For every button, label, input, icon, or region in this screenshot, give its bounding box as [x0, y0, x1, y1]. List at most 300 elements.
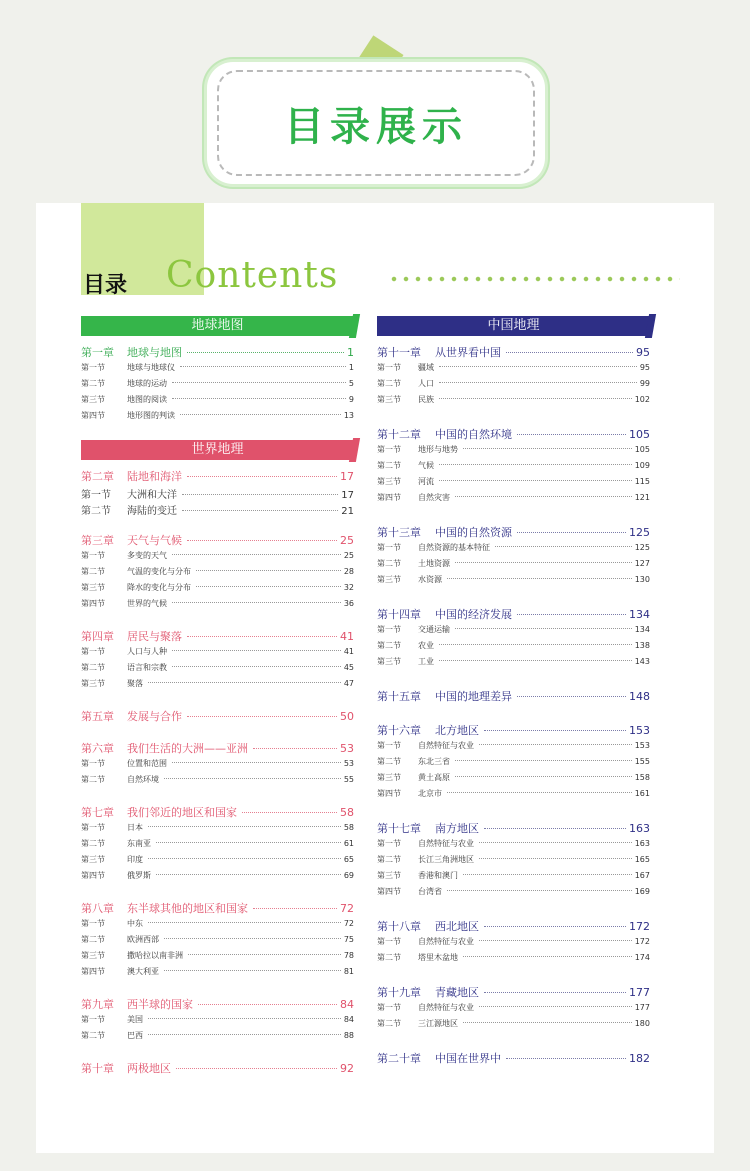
page-number: 134: [629, 608, 650, 621]
section-number: 第三节: [377, 657, 401, 666]
page-number: 180: [634, 1019, 650, 1028]
section-title: 海陆的变迁: [127, 506, 177, 517]
page-number: 53: [340, 742, 354, 755]
section-entry[interactable]: [81, 410, 354, 426]
chapter-title: 西北地区: [435, 920, 479, 933]
dot-leader: [506, 352, 633, 353]
section-number: 第一节: [81, 647, 105, 656]
page-number: 41: [340, 630, 354, 643]
section-number: 第四节: [81, 967, 105, 976]
page-number: 84: [343, 1015, 354, 1024]
section-number: 第一节: [377, 445, 401, 454]
section-number: 第二节: [81, 506, 111, 517]
dot-leader: [455, 776, 632, 777]
page-number: 32: [343, 583, 354, 592]
chapter-number: 第十二章: [377, 428, 421, 441]
dot-leader: [164, 778, 341, 779]
dot-leader: [187, 636, 337, 637]
section-title: 塔里木盆地: [418, 953, 458, 962]
page-number: 72: [340, 902, 354, 915]
chapter-title: 北方地区: [435, 724, 479, 737]
chapter-entry[interactable]: [81, 804, 354, 822]
dot-leader: [172, 666, 341, 667]
section-title: 疆域: [418, 363, 434, 372]
section-entry[interactable]: [377, 772, 650, 788]
dot-leader: [439, 366, 637, 367]
dot-leader: [439, 644, 632, 645]
dot-leader: [172, 602, 341, 603]
dot-leader: [484, 926, 626, 927]
section-title: 人口与人种: [127, 647, 167, 656]
chapter-block: [377, 426, 650, 508]
page-number: 177: [634, 1003, 650, 1012]
right-column: [377, 316, 650, 1084]
section-entry[interactable]: [81, 582, 354, 598]
section-title: 澳大利亚: [127, 967, 159, 976]
dot-leader: [172, 382, 346, 383]
section-title: 自然特征与农业: [418, 937, 474, 946]
page-number: 130: [634, 575, 650, 584]
section-entry[interactable]: [81, 550, 354, 566]
page-number: 105: [634, 445, 650, 454]
left-column: [81, 316, 354, 1092]
section-number: 第一节: [81, 823, 105, 832]
chapter-number: 第十八章: [377, 920, 421, 933]
dot-leader: [172, 398, 346, 399]
chapter-entry[interactable]: [377, 606, 650, 624]
section-entry[interactable]: [377, 870, 650, 886]
section-title: 多变的天气: [127, 551, 167, 560]
dot-leader: [455, 496, 632, 497]
banner-dashed-frame: [217, 70, 535, 176]
page-number: 1: [348, 363, 354, 372]
chapter-entry[interactable]: [81, 740, 354, 758]
chapter-title: 两极地区: [127, 1062, 171, 1075]
section-number: 第二节: [81, 379, 105, 388]
section-entry[interactable]: [377, 854, 650, 870]
page-number: 148: [629, 690, 650, 703]
section-entry[interactable]: [377, 886, 650, 902]
page-number: 28: [343, 567, 354, 576]
page-number: 155: [634, 757, 650, 766]
section-entry[interactable]: [81, 918, 354, 934]
chapter-title: 发展与合作: [127, 710, 182, 723]
dot-leader: [455, 628, 632, 629]
section-entry[interactable]: [81, 598, 354, 614]
page-number: 58: [343, 823, 354, 832]
section-number: 第三节: [81, 951, 105, 960]
chapter-entry[interactable]: [81, 628, 354, 646]
dot-leader: [198, 1004, 337, 1005]
section-entry[interactable]: [81, 774, 354, 790]
section-number: 第二节: [81, 839, 105, 848]
page-number: 105: [629, 428, 650, 441]
chapter-number: 第十六章: [377, 724, 421, 737]
section-number: 第二节: [81, 1031, 105, 1040]
chapter-block: [81, 628, 354, 694]
banner-card: [207, 62, 545, 184]
chapter-block: [377, 524, 650, 590]
section-entry[interactable]: [377, 756, 650, 772]
chapter-number: 第四章: [81, 630, 114, 643]
page-number: 47: [343, 679, 354, 688]
section-number: 第三节: [377, 871, 401, 880]
page-number: 143: [634, 657, 650, 666]
section-title: 俄罗斯: [127, 871, 151, 880]
section-entry[interactable]: [81, 838, 354, 854]
page-number: 182: [629, 1052, 650, 1065]
section-number: 第二节: [377, 855, 401, 864]
section-entry[interactable]: [81, 758, 354, 774]
section-entry[interactable]: [81, 502, 354, 518]
dot-leader: [463, 874, 632, 875]
page-number: 61: [343, 839, 354, 848]
chapter-number: 第十一章: [377, 346, 421, 359]
section-number: 第二节: [377, 641, 401, 650]
dot-leader: [484, 730, 626, 731]
section-entry[interactable]: [377, 952, 650, 968]
section-title: 北京市: [418, 789, 442, 798]
dot-leader: [479, 858, 632, 859]
chapter-title: 居民与聚落: [127, 630, 182, 643]
section-title: 气温的变化与分布: [127, 567, 191, 576]
page-number: 95: [636, 346, 650, 359]
chapter-block: [81, 740, 354, 790]
page-number: 88: [343, 1031, 354, 1040]
section-number: 第四节: [81, 599, 105, 608]
chapter-number: 第八章: [81, 902, 114, 915]
chapter-title: 从世界看中国: [435, 346, 501, 359]
section-title: 欧洲西部: [127, 935, 159, 944]
dot-leader: [148, 922, 341, 923]
dot-leader: [156, 874, 341, 875]
section-number: 第三节: [81, 583, 105, 592]
section-number: 第一节: [377, 839, 401, 848]
page-number: 78: [343, 951, 354, 960]
section-number: 第三节: [377, 575, 401, 584]
part-header-green: 地球地图: [81, 316, 354, 336]
section-entry[interactable]: [377, 394, 650, 410]
section-title: 地球与地球仪: [127, 363, 175, 372]
page-number: 21: [341, 506, 354, 517]
dot-leader: [439, 660, 632, 661]
dot-leader: [164, 970, 341, 971]
section-number: 第一节: [81, 490, 111, 501]
dot-leader: [187, 476, 337, 477]
dot-leader: [517, 696, 626, 697]
section-title: 地形图的判读: [127, 411, 175, 420]
dot-leader: [187, 540, 337, 541]
dot-leader: [253, 908, 337, 909]
chapter-block: [377, 688, 650, 706]
dot-leader: [188, 954, 341, 955]
section-title: 聚落: [127, 679, 143, 688]
dot-leader: [148, 682, 341, 683]
chapter-entry[interactable]: [377, 524, 650, 542]
page-number: 95: [639, 363, 650, 372]
chapter-number: 第十四章: [377, 608, 421, 621]
section-title: 自然特征与农业: [418, 1003, 474, 1012]
section-number: 第三节: [377, 773, 401, 782]
page-number: 13: [343, 411, 354, 420]
chapter-block: [377, 1050, 650, 1068]
section-entry[interactable]: [377, 656, 650, 672]
chapter-entry[interactable]: [81, 532, 354, 550]
chapter-entry[interactable]: [81, 996, 354, 1014]
page-number: 177: [629, 986, 650, 999]
section-number: 第四节: [81, 411, 105, 420]
page-number: 41: [343, 647, 354, 656]
section-title: 自然资源的基本特征: [418, 543, 490, 552]
chapter-entry[interactable]: [81, 344, 354, 362]
dot-leader: [463, 956, 632, 957]
section-title: 自然特征与农业: [418, 741, 474, 750]
dot-leader: [148, 1018, 341, 1019]
dot-leader: [447, 578, 632, 579]
header-en-title: Contents: [166, 255, 339, 296]
section-entry[interactable]: [377, 936, 650, 952]
section-entry[interactable]: [81, 486, 354, 502]
page-number: 172: [634, 937, 650, 946]
chapter-title: 东半球其他的地区和国家: [127, 902, 248, 915]
chapter-entry[interactable]: [81, 900, 354, 918]
chapter-block: [81, 532, 354, 614]
chapter-title: 中国的经济发展: [435, 608, 512, 621]
section-number: 第一节: [377, 363, 401, 372]
section-entry[interactable]: [81, 678, 354, 694]
section-entry[interactable]: [81, 854, 354, 870]
dot-leader: [196, 570, 341, 571]
chapter-entry[interactable]: [377, 688, 650, 706]
dot-leader: [172, 650, 341, 651]
section-number: 第四节: [81, 871, 105, 880]
section-title: 自然环境: [127, 775, 159, 784]
chapter-block: [377, 722, 650, 804]
section-title: 地形与地势: [418, 445, 458, 454]
chapter-block: [81, 900, 354, 982]
title-banner: [207, 62, 545, 184]
page-number: 174: [634, 953, 650, 962]
dot-leader: [253, 748, 337, 749]
section-entry[interactable]: [377, 624, 650, 640]
chapter-title: 陆地和海洋: [127, 470, 182, 483]
section-number: 第二节: [377, 461, 401, 470]
page-number: 72: [343, 919, 354, 928]
section-entry[interactable]: [377, 476, 650, 492]
dot-leader: [180, 414, 341, 415]
section-entry[interactable]: [377, 362, 650, 378]
page-number: 50: [340, 710, 354, 723]
page-number: 25: [340, 534, 354, 547]
section-title: 中东: [127, 919, 143, 928]
page-number: 69: [343, 871, 354, 880]
chapter-entry[interactable]: [377, 820, 650, 838]
section-title: 三江源地区: [418, 1019, 458, 1028]
chapter-entry[interactable]: [81, 1060, 354, 1078]
dot-leader: [447, 792, 632, 793]
section-title: 民族: [418, 395, 434, 404]
section-number: 第一节: [377, 625, 401, 634]
chapter-block: [377, 820, 650, 902]
chapter-entry[interactable]: [377, 722, 650, 740]
section-entry[interactable]: [377, 1018, 650, 1034]
dot-leader: [172, 762, 341, 763]
part-header-pink: 世界地理: [81, 440, 354, 460]
page-number: 121: [634, 493, 650, 502]
section-number: 第一节: [81, 919, 105, 928]
section-entry[interactable]: [81, 394, 354, 410]
dot-leader: [187, 352, 344, 353]
section-entry[interactable]: [81, 1014, 354, 1030]
section-title: 土地资源: [418, 559, 450, 568]
dot-leader: [463, 448, 632, 449]
chapter-entry[interactable]: [81, 708, 354, 726]
dot-leader: [484, 828, 626, 829]
section-number: 第三节: [81, 395, 105, 404]
page-number: 1: [347, 346, 354, 359]
page-number: 109: [634, 461, 650, 470]
section-number: 第一节: [377, 1003, 401, 1012]
chapter-number: 第十三章: [377, 526, 421, 539]
chapter-entry[interactable]: [377, 344, 650, 362]
dot-leader: [439, 398, 632, 399]
section-title: 长江三角洲地区: [418, 855, 474, 864]
dot-leader: [180, 366, 346, 367]
page-number: 127: [634, 559, 650, 568]
section-entry[interactable]: [81, 870, 354, 886]
dot-leader: [447, 890, 632, 891]
section-title: 黄土高原: [418, 773, 450, 782]
section-entry[interactable]: [377, 740, 650, 756]
dot-leader: [196, 586, 341, 587]
dot-leader: [506, 1058, 626, 1059]
section-entry[interactable]: [81, 966, 354, 982]
section-number: 第三节: [81, 855, 105, 864]
chapter-title: 青藏地区: [435, 986, 479, 999]
page-number: 58: [340, 806, 354, 819]
section-entry[interactable]: [377, 788, 650, 804]
chapter-title: 中国的自然环境: [435, 428, 512, 441]
dot-leader: [182, 510, 338, 511]
page-number: 169: [634, 887, 650, 896]
section-title: 自然特征与农业: [418, 839, 474, 848]
chapter-block: [377, 918, 650, 968]
section-entry[interactable]: [81, 662, 354, 678]
chapter-entry[interactable]: [377, 426, 650, 444]
section-number: 第二节: [81, 775, 105, 784]
section-title: 人口: [418, 379, 434, 388]
section-entry[interactable]: [377, 542, 650, 558]
chapter-entry[interactable]: [377, 918, 650, 936]
section-number: 第一节: [377, 937, 401, 946]
chapter-block: [81, 344, 354, 426]
section-entry[interactable]: [81, 646, 354, 662]
section-entry[interactable]: [377, 492, 650, 508]
page-number: 115: [634, 477, 650, 486]
dot-leader: [439, 382, 637, 383]
chapter-title: 南方地区: [435, 822, 479, 835]
dot-leader: [517, 434, 626, 435]
section-number: 第四节: [377, 789, 401, 798]
dot-leader: [463, 1022, 632, 1023]
section-title: 东南亚: [127, 839, 151, 848]
section-entry[interactable]: [81, 362, 354, 378]
page-number: 153: [634, 741, 650, 750]
section-entry[interactable]: [81, 378, 354, 394]
page-number: 138: [634, 641, 650, 650]
page-number: 45: [343, 663, 354, 672]
chapter-entry[interactable]: [377, 1050, 650, 1068]
dot-leader: [455, 760, 632, 761]
page-number: 36: [343, 599, 354, 608]
section-entry[interactable]: [81, 1030, 354, 1046]
section-entry[interactable]: [377, 640, 650, 656]
section-title: 交通运输: [418, 625, 450, 634]
section-entry[interactable]: [81, 934, 354, 950]
section-title: 河流: [418, 477, 434, 486]
section-number: 第三节: [377, 477, 401, 486]
section-entry[interactable]: [377, 558, 650, 574]
section-number: 第三节: [377, 395, 401, 404]
page-number: 163: [629, 822, 650, 835]
section-title: 撒哈拉以南非洲: [127, 951, 183, 960]
chapter-number: 第六章: [81, 742, 114, 755]
page-number: 17: [341, 490, 354, 501]
section-title: 地图的阅读: [127, 395, 167, 404]
section-title: 气候: [418, 461, 434, 470]
chapter-title: 中国在世界中: [435, 1052, 501, 1065]
page-number: 17: [340, 470, 354, 483]
section-title: 大洲和大洋: [127, 490, 177, 501]
section-entry[interactable]: [81, 822, 354, 838]
section-entry[interactable]: [377, 838, 650, 854]
chapter-entry[interactable]: [377, 984, 650, 1002]
dot-leader: [164, 938, 341, 939]
page-number: 158: [634, 773, 650, 782]
section-title: 日本: [127, 823, 143, 832]
dot-leader: [148, 858, 341, 859]
section-entry[interactable]: [377, 574, 650, 590]
chapter-number: 第十章: [81, 1062, 114, 1075]
chapter-entry[interactable]: [81, 468, 354, 486]
section-entry[interactable]: [377, 378, 650, 394]
page-number: 53: [343, 759, 354, 768]
section-entry[interactable]: [81, 950, 354, 966]
chapter-block: [377, 606, 650, 672]
dot-leader: [439, 480, 632, 481]
chapter-title: 地球与地图: [127, 346, 182, 359]
chapter-block: [81, 804, 354, 886]
section-entry[interactable]: [377, 460, 650, 476]
chapter-block: [81, 996, 354, 1046]
dot-leader: [182, 494, 338, 495]
section-title: 地球的运动: [127, 379, 167, 388]
section-entry[interactable]: [377, 444, 650, 460]
dot-leader: [455, 562, 632, 563]
section-entry[interactable]: [81, 566, 354, 582]
page-number: 153: [629, 724, 650, 737]
section-title: 语言和宗教: [127, 663, 167, 672]
section-number: 第二节: [377, 953, 401, 962]
dot-leader: [479, 842, 632, 843]
section-title: 世界的气候: [127, 599, 167, 608]
chapter-number: 第九章: [81, 998, 114, 1011]
dot-leader: [484, 992, 626, 993]
chapter-number: 第十五章: [377, 690, 421, 703]
chapter-title: 中国的地理差异: [435, 690, 512, 703]
section-entry[interactable]: [377, 1002, 650, 1018]
section-title: 水资源: [418, 575, 442, 584]
